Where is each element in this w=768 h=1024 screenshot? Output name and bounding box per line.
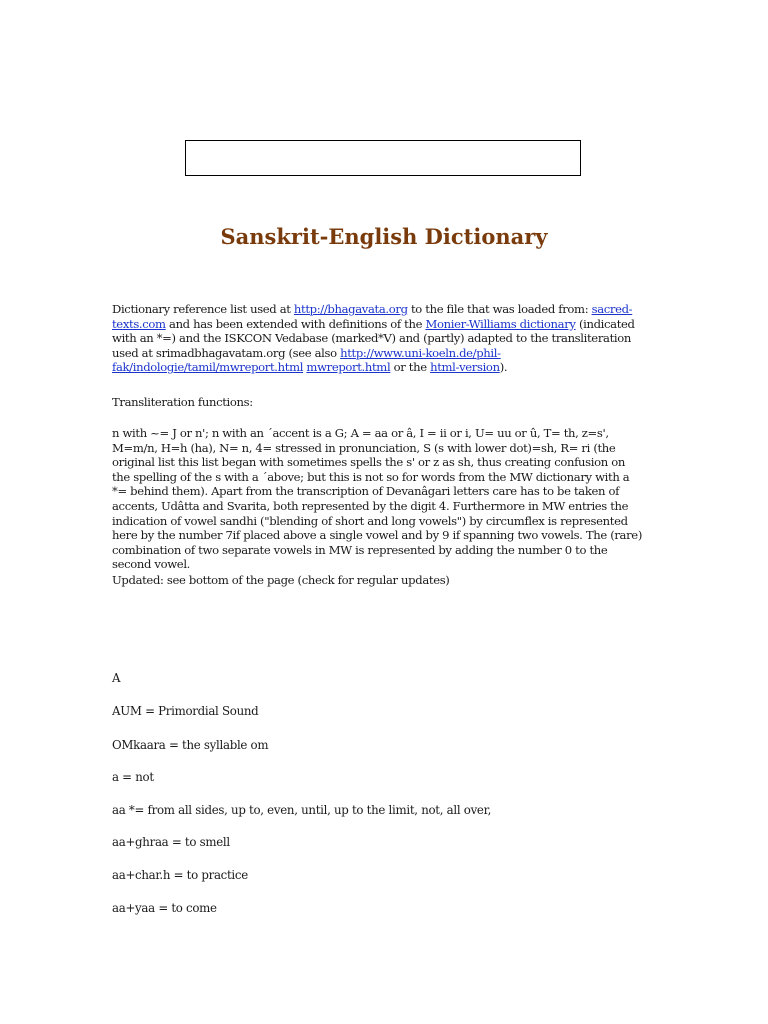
dictionary-entry: AUM = Primordial Sound (112, 704, 259, 718)
transliteration-text: n with ~= J or n'; n with an ´accent is a G; A = aa or â, I = ii or i, U= uu or û, T= th, z=s', M=m/n, H=h (ha), N= n, 4= stressed in pronunciation, S (s with lower dot)=sh, R= ri (the original list this list began with sometimes spells the s' or z as sh, thus creating confusion on the spelling of the s with a ´above; but this is not so for words from the MW dictionary with a *= behind them). Apart from the transcription of Devanâgari letters care has to be taken of accents, Udâtta and Svarita, both represented by the digit 4. Furthermore in MW entries the indication of vowel sandhi ("blending of short and long vowels") by circumflex is represented here by the number 7if placed above a single vowel and by 9 if spanning two vowels. The (rare) combination of two separate vowels in MW is represented by adding the number 0 to the second vowel. (112, 426, 642, 572)
intro-text-2: to the file that was loaded from: (407, 302, 592, 316)
dictionary-entry: a = not (112, 770, 154, 784)
link-bhagavata[interactable]: http://bhagavata.org (293, 302, 408, 316)
intro-text-1: Dictionary reference list used at (112, 302, 294, 316)
updated-note: Updated: see bottom of the page (check for regular updates) (112, 573, 450, 587)
link-html-version[interactable]: html-version (430, 360, 500, 375)
link-mwreport[interactable]: mwreport.html (306, 360, 391, 375)
intro-text-3: and has been extended with definitions of the (165, 316, 426, 331)
dictionary-entry: aa+ghraa = to smell (112, 835, 230, 849)
intro-text-7: ). (499, 360, 508, 375)
dictionary-entry: OMkaara = the syllable om (112, 738, 269, 752)
header-empty-box (185, 140, 581, 176)
dictionary-entry: aa+yaa = to come (112, 901, 217, 915)
intro-text-6: or the (390, 360, 431, 375)
link-sacred-texts[interactable]: sacred-texts.com (112, 302, 633, 331)
link-monier-williams[interactable]: Monier-Williams dictionary (425, 316, 576, 331)
dictionary-entry: aa *= from all sides, up to, even, until, up to the limit, not, all over, (112, 803, 492, 817)
link-uni-koeln[interactable]: http://www.uni-koeln.de/phil-fak/indologie/tamil/mwreport.html (112, 345, 501, 375)
intro-paragraph (112, 302, 642, 375)
dictionary-entry: aa+char.h = to practice (112, 868, 248, 882)
section-letter-a: A (112, 671, 121, 685)
intro-text-4: (indicated with an *=) and the ISKCON Vedabase (marked*V) and (partly) adapted to the transliteration used at srimadbhagavatam.org (see also (112, 316, 635, 360)
page-title: Sanskrit-English Dictionary (220, 224, 548, 249)
transliteration-heading: Transliteration functions: (112, 395, 253, 409)
